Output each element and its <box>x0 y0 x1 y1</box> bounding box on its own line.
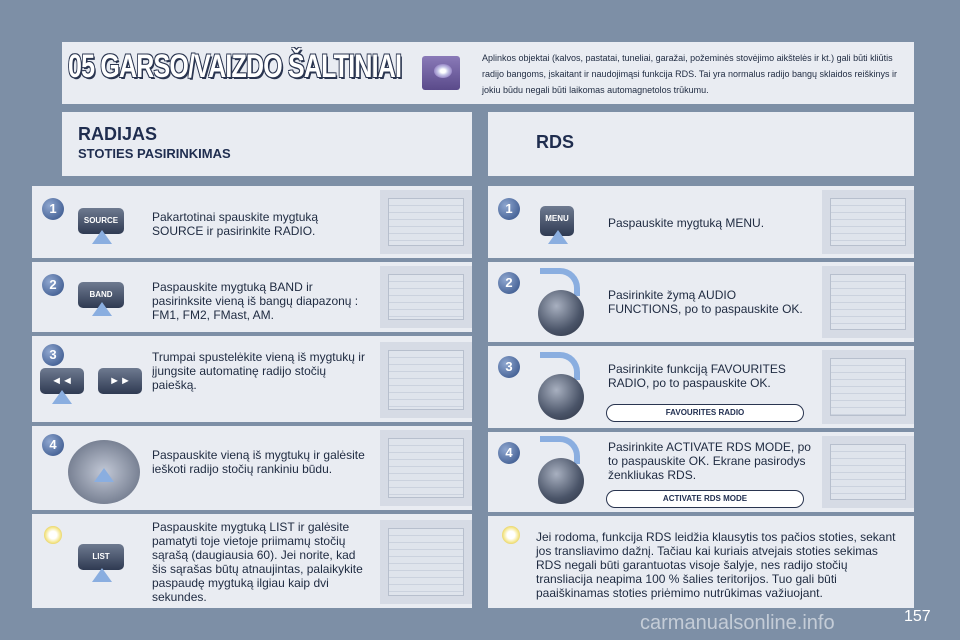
step-number: 4 <box>42 434 64 456</box>
seek-back-button: ◄◄ <box>40 368 84 394</box>
press-arrow-icon <box>52 390 72 404</box>
step-number: 2 <box>42 274 64 296</box>
step-number: 3 <box>42 344 64 366</box>
ok-knob-icon <box>538 458 584 504</box>
radio-panel-thumbnail <box>822 266 914 338</box>
radio-panel-thumbnail <box>380 266 472 328</box>
step-number: 2 <box>498 272 520 294</box>
watermark: carmanualsonline.info <box>640 612 835 634</box>
step-text: Trumpai spustelėkite vieną iš mygtukų ir įjungsite automatinę radijo stočių paiešką. <box>152 350 365 392</box>
step-text: Pasirinkite žymą AUDIO FUNCTIONS, po to paspauskite OK. <box>608 288 803 316</box>
rds-step-3 <box>488 346 914 428</box>
favourites-radio-label: FAVOURITES RADIO <box>606 404 804 422</box>
radio-step-1 <box>32 186 472 258</box>
rds-step-2 <box>488 262 914 342</box>
radio-panel-thumbnail <box>822 436 914 508</box>
step-text: Paspauskite mygtuką MENU. <box>608 216 765 230</box>
radio-panel-thumbnail <box>380 520 472 604</box>
section-title-rds: RDS <box>536 132 575 152</box>
source-button: SOURCE <box>78 208 124 234</box>
section-title-radio: RADIJAS <box>78 124 158 144</box>
radio-panel-thumbnail <box>380 190 472 254</box>
tip-text: Jei rodoma, funkcija RDS leidžia klausytis tos pačios stoties, sekant jos transliavimo dažnį. Tačiau kai kuriais atvejais stoties sekimas RDS negali būti garantuotas visoje šalyje, nes radijo stočių transliacija neapima 100 % šalies teritorijos. Tuo gali būti paaiškinamas stoties priėmimo nutrūkimas važiuojant. <box>536 530 896 600</box>
band-button: BAND <box>78 282 124 308</box>
step-text: Paspauskite mygtuką BAND ir pasirinksite vieną iš bangų diapazonų : FM1, FM2, FMast, AM. <box>152 280 359 322</box>
radio-panel-thumbnail <box>822 190 914 254</box>
lightbulb-icon <box>502 526 520 544</box>
rds-tip <box>488 516 914 608</box>
tip-text: Paspauskite mygtuką LIST ir galėsite pamatyti toje vietoje priimamų stočių sąrašą (daugiausia 60). Jei norite, kad šis sąrašas būtų atnaujintas, palaikykite paspaudę mygtuką ilgiau kaip dvi sekundes. <box>152 520 363 604</box>
list-button: LIST <box>78 544 124 570</box>
audio-video-icon <box>422 56 460 90</box>
press-arrow-icon <box>92 230 112 244</box>
rds-section-header <box>488 112 914 176</box>
seek-forward-button: ►► <box>98 368 142 394</box>
step-text: Paspauskite vieną iš mygtukų ir galėsite ieškoti radijo stočių rankiniu būdu. <box>152 448 365 476</box>
ok-knob-icon <box>538 290 584 336</box>
step-text: Pasirinkite ACTIVATE RDS MODE, po to paspauskite OK. Ekrane pasirodys ženkliukas RDS. <box>608 440 811 482</box>
step-number: 3 <box>498 356 520 378</box>
step-number: 4 <box>498 442 520 464</box>
press-arrow-icon <box>548 230 568 244</box>
step-number: 1 <box>42 198 64 220</box>
radio-panel-thumbnail <box>380 430 472 506</box>
radio-section-header <box>62 112 472 176</box>
chapter-title: 05 GARSO/VAIZDO ŠALTINIAI <box>68 48 402 84</box>
rds-step-1 <box>488 186 914 258</box>
menu-button: MENU <box>540 206 574 236</box>
radio-step-4 <box>32 426 472 510</box>
press-arrow-icon <box>92 302 112 316</box>
intro-text: Aplinkos objektai (kalvos, pastatai, tuneliai, garažai, požeminės stovėjimo aikštelės ir kt.) gali būti kliūtis radijo bangoms, įskaitant ir naudojimąsi funkcija RDS. Tai yra normalus radijo bangų sklaidos reiškinys ir jokiu būdu negali būti laikomas automagnetolos trūkumu. <box>482 53 898 95</box>
radio-panel-thumbnail <box>380 342 472 418</box>
radio-step-3 <box>32 336 472 422</box>
section-subtitle: STOTIES PASIRINKIMAS <box>78 146 231 161</box>
ok-knob-icon <box>538 374 584 420</box>
radio-tip <box>32 514 472 608</box>
radio-step-2 <box>32 262 472 332</box>
step-number: 1 <box>498 198 520 220</box>
step-text: Pakartotinai spauskite mygtuką SOURCE ir pasirinkite RADIO. <box>152 210 319 238</box>
lightbulb-icon <box>44 526 62 544</box>
press-arrow-icon <box>94 468 114 482</box>
activate-rds-mode-label: ACTIVATE RDS MODE <box>606 490 804 508</box>
press-arrow-icon <box>92 568 112 582</box>
radio-panel-thumbnail <box>822 350 914 424</box>
rds-step-4 <box>488 432 914 512</box>
page-number: 157 <box>904 608 931 625</box>
step-text: Pasirinkite funkciją FAVOURITES RADIO, po to paspauskite OK. <box>608 362 786 390</box>
